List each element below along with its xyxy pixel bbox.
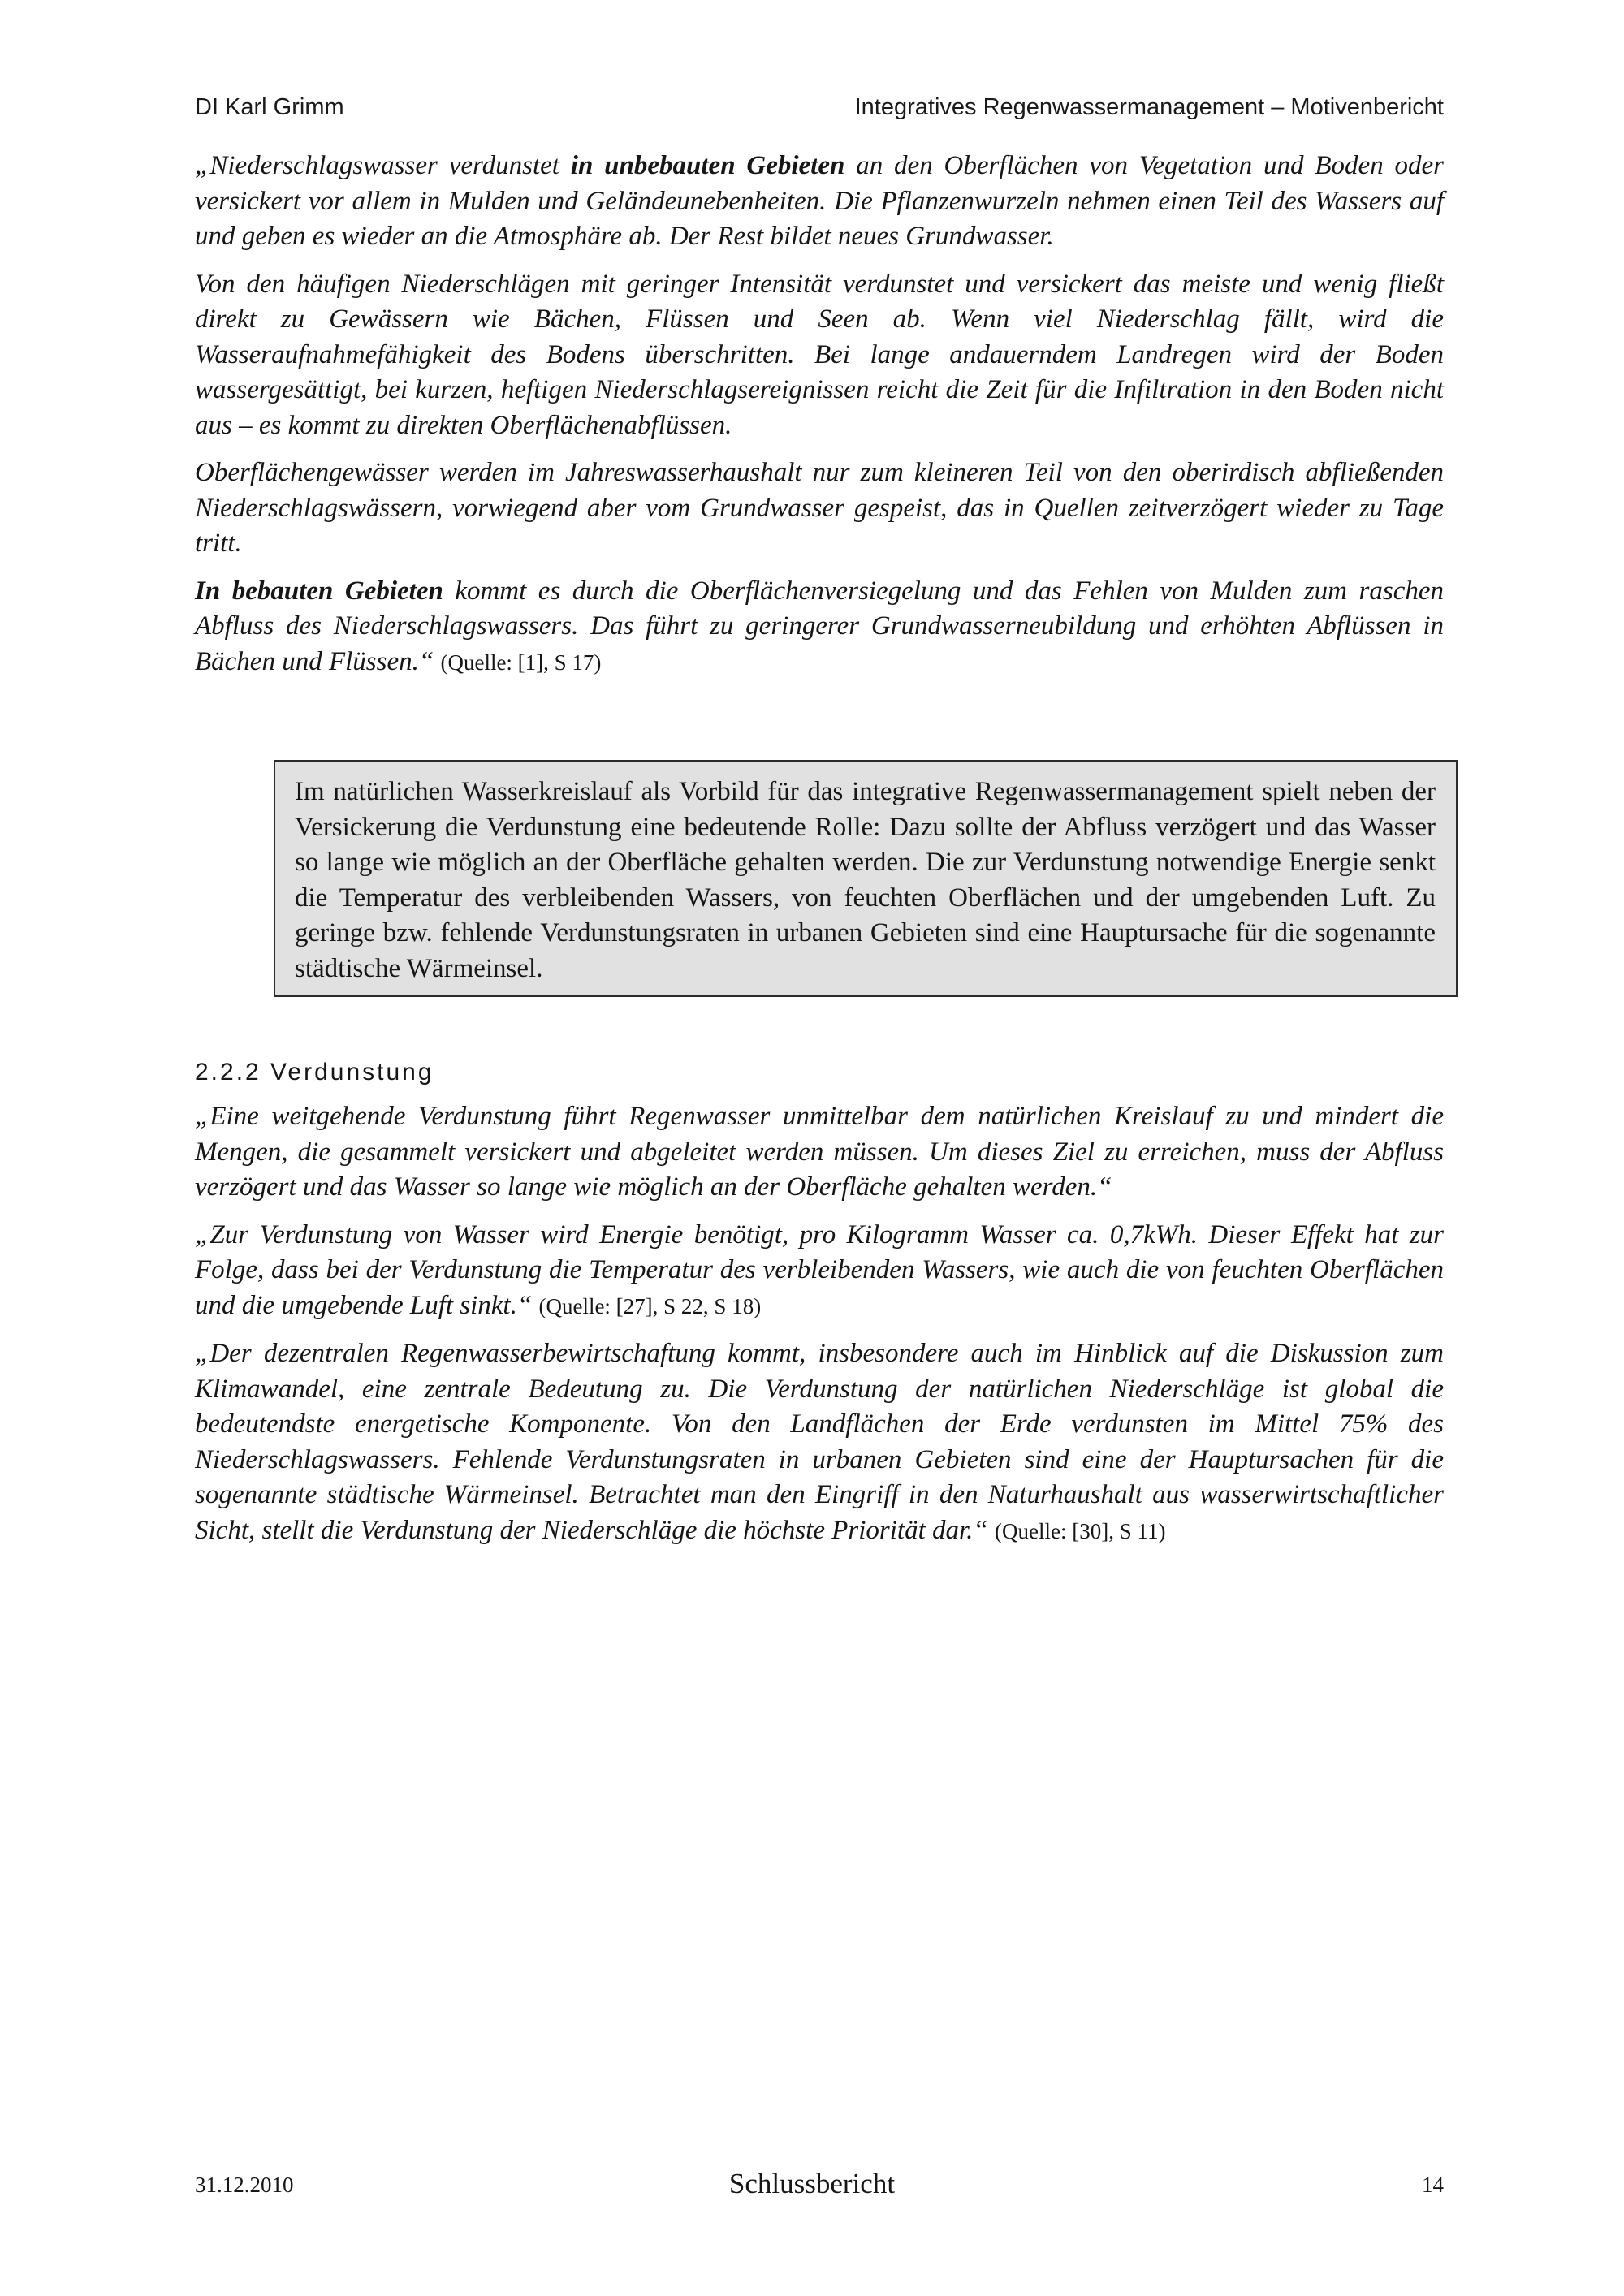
page-number: 14: [1422, 2173, 1444, 2197]
source-citation: (Quelle: [27], S 22, S 18): [538, 1293, 762, 1318]
quote-paragraph: [195, 149, 1444, 255]
quote-text: „Der dezentralen Regenwasserbewirtschaftung kommt, insbesondere auch im Hinblick auf die Diskussion zum Klimawandel, eine zentrale Bedeutung zu. Die Verdunstung der natürlichen Niederschläge ist global die bedeutendste energetische Komponente. Von den Landflächen der Erde verdunsten im Mittel 75% des Niederschlagswassers. Fehlende Verdunstungsraten in urbanen Gebieten sind eine der Hauptursachen für die sogenannte städtische Wärmeinsel. Betrachtet man den Eingriff in den Naturhaushalt aus wasserwirtschaftlicher Sicht, stellt die Verdunstung der Niederschläge die höchste Priorität dar.“: [195, 1339, 1444, 1545]
source-citation: (Quelle: [30], S 11): [995, 1518, 1166, 1543]
quote-paragraph: „Eine weitgehende Verdunstung führt Regenwasser unmittelbar dem natürlichen Kreislauf zu und mindert die Mengen, die gesammelt versickert und abgeleitet werden müssen. Um dieses Ziel zu erreichen, muss der Abfluss verzögert und das Wasser so lange wie möglich an der Oberfläche gehalten werden.“: [195, 1102, 1444, 1202]
source-citation: (Quelle: [1], S 17): [440, 650, 602, 675]
quote-paragraph: [195, 1218, 1444, 1325]
quote-text: kommt es durch die Oberflächenversiegelung und das Fehlen von Mulden zum raschen Abfluss des Niederschlagswassers. Das führt zu geringerer Grundwasserneubildung und erhöhten Abflüssen in Bächen und Flüssen.“: [195, 576, 1444, 676]
footer-title: Schlussbericht: [728, 2168, 896, 2199]
quote-paragraph: [195, 574, 1444, 681]
quote-text: „Niederschlagswasser verdunstet: [195, 151, 571, 180]
quote-block-niederschlag: [195, 149, 1444, 693]
quote-text: an den Oberflächen von Vegetation und Boden oder versickert vor allem in Mulden und Geländeunebenheiten. Die Pflanzenwurzeln nehmen einen Teil des Wassers auf und geben es wieder an die Atmosphäre ab. Der Rest bildet neues Grundwasser.: [195, 151, 1445, 251]
header-author: DI Karl Grimm: [195, 94, 344, 120]
quote-paragraph: [195, 1336, 1444, 1549]
footer-date: 31.12.2010: [195, 2173, 294, 2197]
quote-text: „Zur Verdunstung von Wasser wird Energie benötigt, pro Kilogramm Wasser ca. 0,7kWh. Dieser Effekt hat zur Folge, dass bei der Verdunstung die Temperatur des verbleibenden Wassers, wie auch die von feuchten Oberflächen und die umgebende Luft sinkt.“: [195, 1219, 1444, 1320]
emphasis-unbebaute-gebiete: in unbebauten Gebieten: [570, 151, 845, 180]
summary-note-box: Im natürlichen Wasserkreislauf als Vorbild für das integrative Regenwassermanagement spielt neben der Versickerung die Verdunstung eine bedeutende Rolle: Dazu sollte der Abfluss verzögert und das Wasser so lange wie möglich an der Oberfläche gehalten werden. Die zur Verdunstung notwendige Energie senkt die Temperatur des verbleibenden Wassers, von feuchten Oberflächen und der umgebenden Luft. Zu geringe bzw. fehlende Verdunstungsraten in urbanen Gebieten sind eine Hauptursache für die sogenannte städtische Wärmeinsel.: [274, 760, 1458, 997]
emphasis-bebaute-gebiete: In bebauten Gebieten: [195, 576, 443, 606]
quote-paragraph: Von den häufigen Niederschlägen mit geringer Intensität verdunstet und versickert das meiste und wenig fließt direkt zu Gewässern wie Bächen, Flüssen und Seen ab. Wenn viel Niederschlag fällt, wird die Wasseraufnahmefähigkeit des Bodens überschritten. Bei lange andauerndem Landregen wird der Boden wassergesättigt, bei kurzen, heftigen Niederschlagsereignissen reicht die Zeit für die Infiltration in den Boden nicht aus – es kommt zu direkten Oberflächenabflüssen.: [195, 269, 1444, 440]
section-heading: 2.2.2 Verdunstung: [195, 1059, 434, 1085]
header-document-title: Integratives Regenwassermanagement – Motivenbericht: [854, 94, 1444, 120]
quote-block-verdunstung: [195, 1099, 1444, 1561]
quote-paragraph: Oberflächengewässer werden im Jahreswasserhaushalt nur zum kleineren Teil von den oberirdisch abfließenden Niederschlagswässern, vorwiegend aber vom Grundwasser gespeist, das in Quellen zeitverzögert wieder zu Tage tritt.: [195, 458, 1444, 558]
